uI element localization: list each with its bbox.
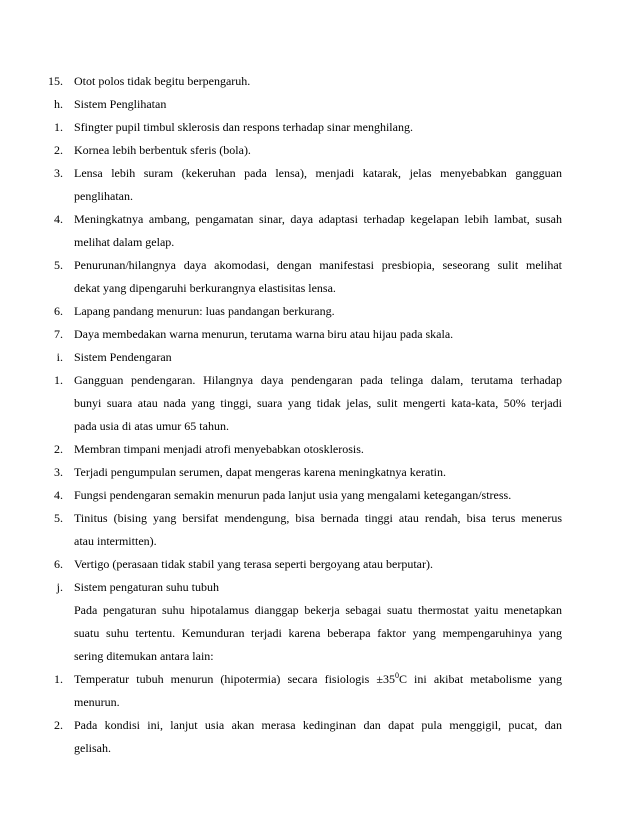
temperature-text: Temperatur tubuh menurun (hipotermia) secara fisiologis ±35 [74, 672, 395, 686]
list-item-text: Tinitus (bising yang bersifat mendengung, bisa bernada tinggi atau rendah, bisa terus menerus [74, 511, 562, 525]
list-marker: 4. [54, 488, 63, 502]
list-item-text: Meningkatnya ambang, pengamatan sinar, daya adaptasi terhadap kegelapan lebih lambat, susah [74, 212, 562, 226]
list-item-text: atau intermitten). [74, 534, 157, 548]
list-item-text: Lensa lebih suram (kekeruhan pada lensa), menjadi katarak, jelas menyebabkan gangguan [74, 166, 562, 180]
list-marker: 1. [54, 672, 63, 686]
list-marker: 2. [54, 442, 63, 456]
list-item-text: Kornea lebih berbentuk sferis (bola). [74, 143, 251, 157]
list-item-text: pada usia di atas umur 65 tahun. [74, 419, 229, 433]
list-marker: 1. [54, 373, 63, 387]
list-item-text: Vertigo (perasaan tidak stabil yang terasa seperti bergoyang atau berputar). [74, 557, 433, 571]
list-marker: 2. [54, 718, 63, 732]
list-item-text: penglihatan. [74, 189, 133, 203]
list-marker: 15. [48, 74, 63, 88]
degree-superscript: 0 [394, 672, 399, 680]
list-item-text: melihat dalam gelap. [74, 235, 175, 249]
list-item-text: Otot polos tidak begitu berpengaruh. [74, 74, 251, 88]
list-item-text [74, 672, 562, 686]
section-marker: i. [56, 350, 63, 364]
list-item-text: dekat yang dipengaruhi berkurangnya elastisitas lensa. [74, 281, 336, 295]
list-item-text: Pada kondisi ini, lanjut usia akan merasa kedinginan dan dapat pula menggigil, pucat, dan [74, 718, 562, 732]
list-item-text: gelisah. [74, 741, 111, 755]
section-heading: Sistem Pendengaran [74, 350, 172, 364]
list-marker: 4. [54, 212, 63, 226]
list-marker: 7. [54, 327, 63, 341]
list-item-text: Sfingter pupil timbul sklerosis dan respons terhadap sinar menghilang. [74, 120, 413, 134]
list-item-text: Lapang pandang menurun: luas pandangan berkurang. [74, 304, 335, 318]
section-marker: j. [56, 580, 63, 594]
list-marker: 1. [54, 120, 63, 134]
list-marker: 2. [54, 143, 63, 157]
list-item-text: Gangguan pendengaran. Hilangnya daya pendengaran pada telinga dalam, terutama terhadap [74, 373, 562, 387]
list-marker: 5. [54, 258, 63, 272]
paragraph-line: Pada pengaturan suhu hipotalamus dianggap bekerja sebagai suatu thermostat yaitu menetapkan [74, 603, 562, 617]
list-item-text: Membran timpani menjadi atrofi menyebabkan otosklerosis. [74, 442, 364, 456]
list-item-text: Fungsi pendengaran semakin menurun pada lanjut usia yang mengalami ketegangan/stress. [74, 488, 512, 502]
section-marker: h. [54, 97, 63, 111]
list-marker: 5. [54, 511, 63, 525]
list-item-text: menurun. [74, 695, 120, 709]
section-heading: Sistem Penglihatan [74, 97, 167, 111]
list-item-text: Penurunan/hilangnya daya akomodasi, dengan manifestasi presbiopia, seseorang sulit melihat [74, 258, 562, 272]
temperature-text-rest: C ini akibat metabolisme yang [398, 672, 562, 686]
list-item-text: Daya membedakan warna menurun, terutama warna biru atau hijau pada skala. [74, 327, 454, 341]
list-marker: 6. [54, 557, 63, 571]
section-heading: Sistem pengaturan suhu tubuh [74, 580, 219, 594]
list-marker: 3. [54, 166, 63, 180]
paragraph-line: sering ditemukan antara lain: [74, 649, 214, 663]
list-marker: 6. [54, 304, 63, 318]
list-item-text: bunyi suara atau nada yang tinggi, suara yang tidak jelas, sulit mengerti kata-kata, 50% terjadi [74, 396, 562, 410]
list-item-text: Terjadi pengumpulan serumen, dapat mengeras karena meningkatnya keratin. [74, 465, 447, 479]
list-marker: 3. [54, 465, 63, 479]
paragraph-line: suatu suhu tertentu. Kemunduran terjadi karena beberapa faktor yang mempengaruhinya yang [74, 626, 562, 640]
